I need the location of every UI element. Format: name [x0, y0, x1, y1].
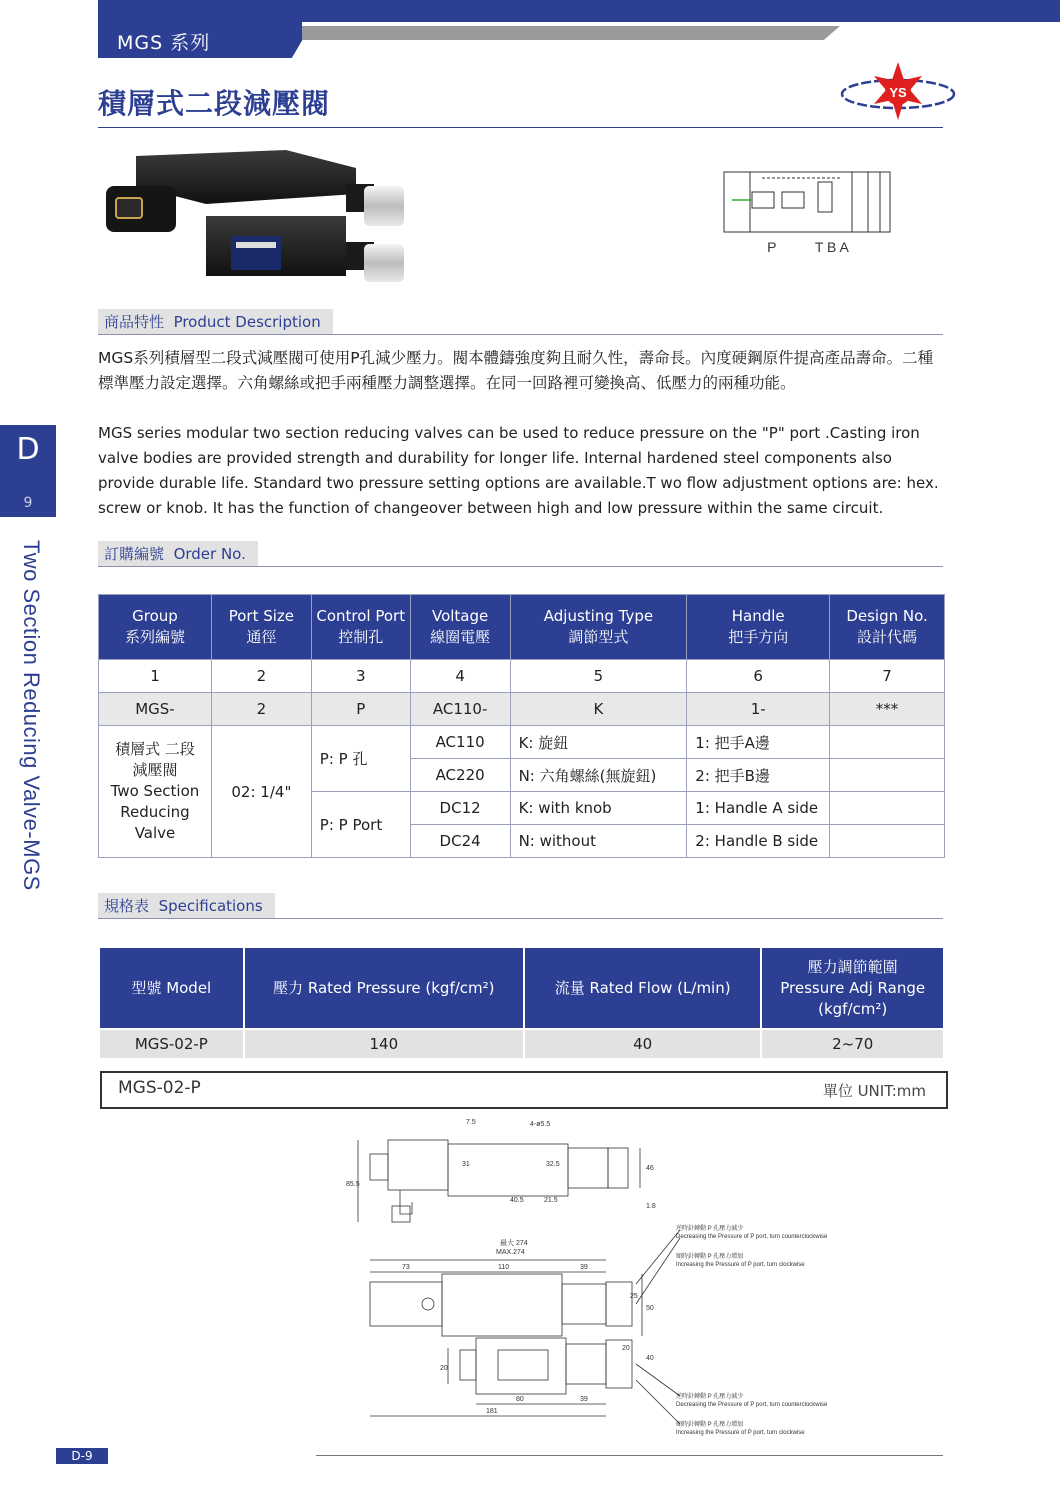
- order-option-row: [99, 726, 945, 759]
- table-cell: 1: Handle A side: [687, 792, 830, 825]
- dim-label: 85.5: [346, 1181, 360, 1188]
- table-cell: 3: [311, 660, 410, 693]
- dim-label: 40.5: [510, 1197, 524, 1204]
- col-pressure-adj-range: 壓力調節範圍 Pressure Adj Range (kgf/cm²): [761, 947, 944, 1029]
- note-cw-en: Increasing the Pressure of P port, turn clockwise: [676, 1430, 805, 1436]
- col-adjusting-type: Adjusting Type 調節型式: [510, 595, 687, 660]
- dim-label: 80: [516, 1396, 524, 1403]
- dim-label: 31: [462, 1161, 470, 1168]
- section-rule: [98, 918, 943, 919]
- dim-label: 39: [580, 1396, 588, 1403]
- col-voltage: Voltage 線圈電壓: [410, 595, 510, 660]
- ys-logo: [838, 58, 958, 128]
- dim-max-label-en: MAX.274: [496, 1249, 525, 1256]
- heading-en: Specifications: [158, 897, 263, 915]
- col-model: 型號 Model: [99, 947, 244, 1029]
- dim-label: 32.5: [546, 1161, 560, 1168]
- table-cell: 2~70: [761, 1029, 944, 1059]
- dim-label: 25: [630, 1293, 638, 1300]
- col-design-no: Design No. 設計代碼: [830, 595, 945, 660]
- table-cell: 6: [687, 660, 830, 693]
- dim-label: 40: [646, 1355, 654, 1362]
- spec-row: [99, 1029, 944, 1059]
- note-ccw-zh: 逆時針轉動 P 孔壓力減少: [676, 1226, 744, 1232]
- table-cell: 1-: [687, 693, 830, 726]
- table-cell: 40: [524, 1029, 761, 1059]
- spec-table: [98, 946, 945, 1060]
- section-number: 9: [23, 495, 33, 511]
- header-gray-stripe: [300, 26, 840, 40]
- col-control-port: Control Port 控制孔: [311, 595, 410, 660]
- note-cw-zh: 順時針轉動 P 孔壓力增加: [676, 1422, 744, 1428]
- page-title: 積層式二段減壓閥: [98, 87, 331, 120]
- table-cell: [830, 759, 945, 792]
- series-label: MGS 系列: [117, 32, 211, 54]
- note-ccw-en: Decreasing the Pressure of P port, turn counterclockwise: [676, 1234, 828, 1240]
- table-cell: 140: [244, 1029, 524, 1059]
- table-cell: 1: [99, 660, 212, 693]
- col-rated-pressure: 壓力 Rated Pressure (kgf/cm²): [244, 947, 524, 1029]
- dim-label: 46: [646, 1165, 654, 1172]
- table-cell: [830, 726, 945, 759]
- dim-label: 39: [580, 1264, 588, 1271]
- table-cell: 5: [510, 660, 687, 693]
- order-header-row: [99, 595, 945, 660]
- table-cell: 2: 把手B邊: [687, 759, 830, 792]
- specifications-heading: [98, 893, 275, 919]
- dim-label: 7.5: [466, 1119, 476, 1126]
- table-cell: K: 旋鈕: [510, 726, 687, 759]
- table-cell: [830, 825, 945, 858]
- dim-label: 73: [402, 1264, 410, 1271]
- group-cell: 積層式 二段減壓閥 Two Section Reducing Valve: [99, 726, 212, 858]
- table-cell: K: [510, 693, 687, 726]
- port-size-cell: 02: 1/4": [211, 726, 311, 858]
- logo-text: YS: [889, 85, 907, 100]
- dim-label: 110: [498, 1264, 510, 1271]
- section-rule: [98, 566, 943, 567]
- heading-zh: 訂購編號: [104, 545, 165, 563]
- page-number: D-9: [56, 1448, 108, 1464]
- dim-label: 20: [622, 1345, 630, 1352]
- header-top-bar: [300, 0, 1060, 22]
- heading-en: Order No.: [173, 545, 246, 563]
- dim-max-label: 最大 274: [500, 1240, 528, 1247]
- table-cell: K: with knob: [510, 792, 687, 825]
- dim-label: 50: [646, 1305, 654, 1312]
- heading-zh: 商品特性: [104, 313, 165, 331]
- table-cell: AC110-: [410, 693, 510, 726]
- description-zh: MGS系列積層型二段式減壓閥可使用P孔減少壓力。閥本體鑄強度夠且耐久性，壽命長。內度硬鋼原件提高產品壽命。二種標準壓力設定選擇。六角螺絲或把手兩種壓力調整選擇。在同一回路裡可變換高、低壓力的兩種功能。: [98, 349, 934, 392]
- table-cell: [830, 792, 945, 825]
- spec-header-row: [99, 947, 944, 1029]
- col-group: Group 系列編號: [99, 595, 212, 660]
- note-cw-en: Increasing the Pressure of P port, turn clockwise: [676, 1262, 805, 1268]
- order-table: [98, 594, 945, 858]
- col-port-size: Port Size 通徑: [211, 595, 311, 660]
- table-cell: 4: [410, 660, 510, 693]
- section-rule: [98, 334, 943, 335]
- product-photo: [96, 146, 412, 292]
- order-number-row: [99, 660, 945, 693]
- dim-label: 21.5: [544, 1197, 558, 1204]
- table-cell: 2: [211, 693, 311, 726]
- table-cell: P: [311, 693, 410, 726]
- footer-rule: [316, 1455, 943, 1456]
- table-cell: MGS-02-P: [99, 1029, 244, 1059]
- order-no-heading: [98, 541, 258, 567]
- table-cell: AC110: [410, 726, 510, 759]
- table-cell: DC24: [410, 825, 510, 858]
- col-rated-flow: 流量 Rated Flow (L/min): [524, 947, 761, 1029]
- symbol-port-labels: P T B A: [767, 239, 849, 255]
- col-handle: Handle 把手方向: [687, 595, 830, 660]
- dimension-drawing: [340, 1114, 828, 1444]
- title-rule: [98, 127, 943, 128]
- product-description-heading: [98, 309, 333, 335]
- side-vertical-title: Two Section Reducing Valve-MGS: [19, 540, 44, 891]
- table-cell: 2: [211, 660, 311, 693]
- table-cell: AC220: [410, 759, 510, 792]
- dim-label: 4-ø5.5: [530, 1121, 551, 1128]
- dimension-model-name: MGS-02-P: [118, 1078, 201, 1098]
- table-cell: 1: 把手A邊: [687, 726, 830, 759]
- dimension-unit: 單位 UNIT:mm: [822, 1082, 926, 1100]
- table-cell: N: without: [510, 825, 687, 858]
- table-cell: 7: [830, 660, 945, 693]
- table-cell: DC12: [410, 792, 510, 825]
- dim-label: 1.8: [646, 1203, 656, 1210]
- note-ccw-en: Decreasing the Pressure of P port, turn counterclockwise: [676, 1402, 828, 1408]
- heading-zh: 規格表: [104, 897, 150, 915]
- section-letter: D: [16, 432, 40, 467]
- table-cell: ***: [830, 693, 945, 726]
- control-port-cell: P: P 孔: [311, 726, 410, 792]
- hydraulic-symbol: [722, 170, 894, 260]
- table-cell: 2: Handle B side: [687, 825, 830, 858]
- order-example-row: [99, 693, 945, 726]
- table-cell: MGS-: [99, 693, 212, 726]
- table-cell: N: 六角螺絲(無旋鈕): [510, 759, 687, 792]
- dim-label: 181: [486, 1408, 498, 1415]
- dim-label: 20: [440, 1365, 448, 1372]
- heading-en: Product Description: [173, 313, 321, 331]
- control-port-cell: P: P Port: [311, 792, 410, 858]
- description-en: MGS series modular two section reducing valves can be used to reduce pressure on the "P" port .Casting iron valve bodies are provided strength and durability for longer life. Internal hardened steel components also provide durable life. Standard two pressure setting options are available.T wo flow adjustment options are: hex. screw or knob. It has the function of changeover between high and low pressure within the same circuit.: [98, 424, 939, 517]
- note-cw-zh: 順時針轉動 P 孔壓力增加: [676, 1254, 744, 1260]
- note-ccw-zh: 逆時針轉動 P 孔壓力減少: [676, 1394, 744, 1400]
